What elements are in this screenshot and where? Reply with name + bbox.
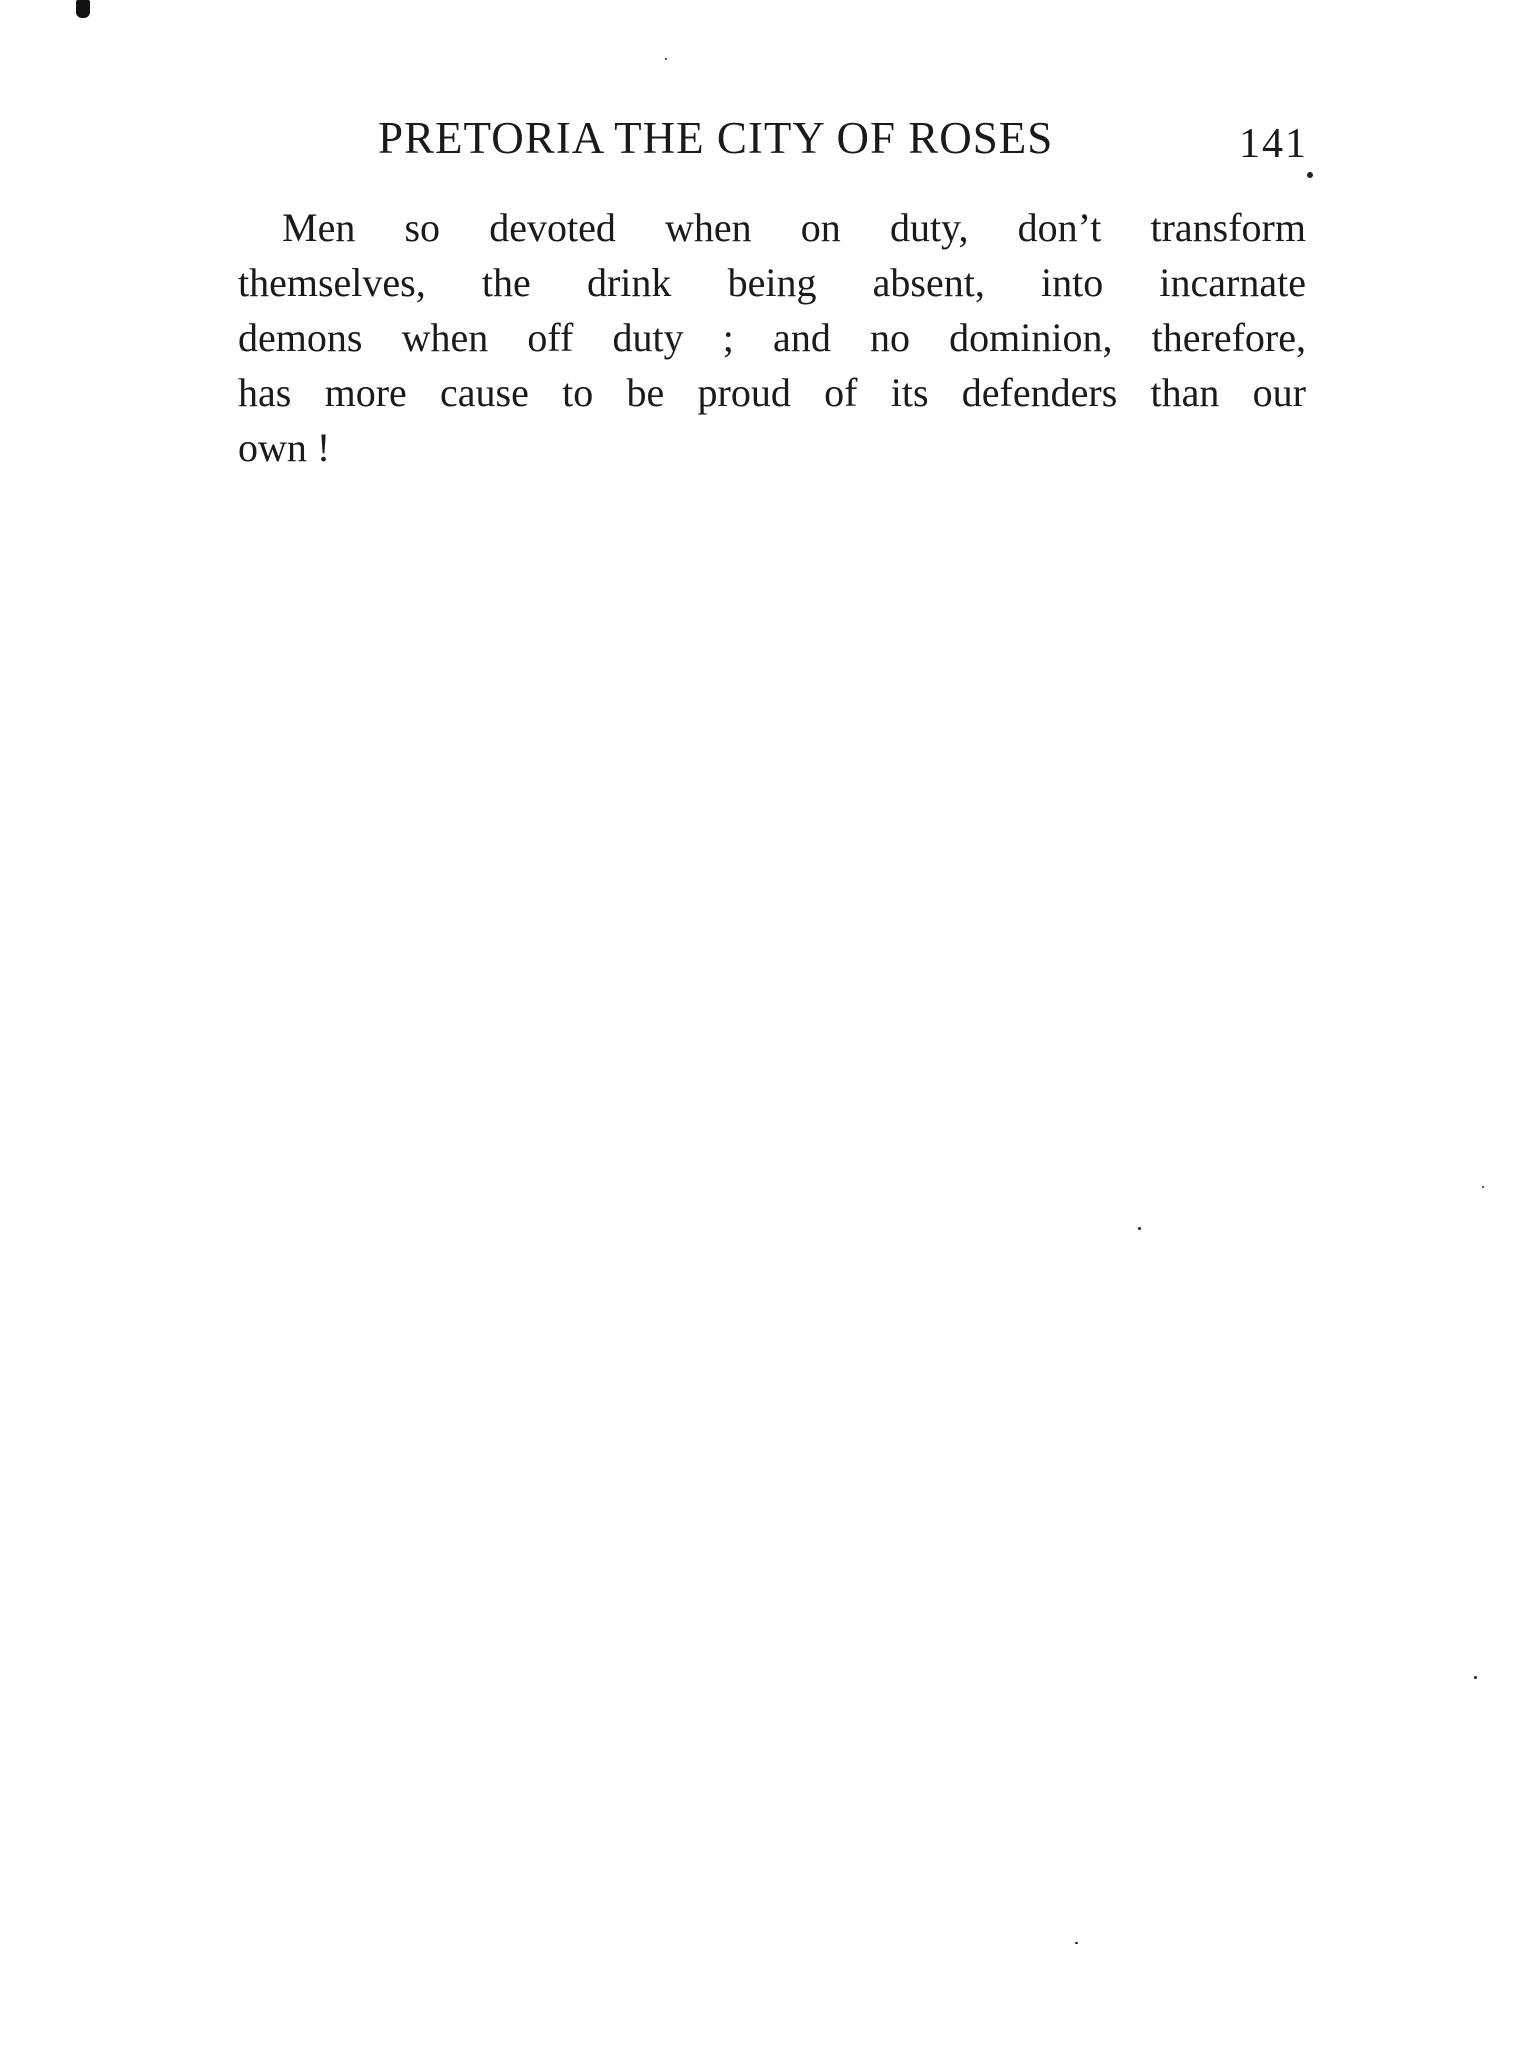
running-head-title: PRETORIA THE CITY OF ROSES [378, 113, 1054, 163]
scan-speck [1138, 1227, 1141, 1230]
scan-speck [1474, 1676, 1477, 1679]
text-line: has more cause to be proud of its defenders than our [238, 370, 1306, 415]
scan-speck [1307, 172, 1313, 178]
text-line: own ! [238, 425, 331, 470]
scan-speck [1482, 1186, 1484, 1188]
running-head [378, 110, 1308, 166]
text-line: themselves, the drink being absent, into incarnate [238, 260, 1306, 305]
scan-speck [1075, 1942, 1078, 1944]
scan-speck [665, 58, 667, 60]
body-paragraph [238, 200, 1306, 475]
scan-mark [76, 0, 90, 18]
page-number: 141 [1239, 121, 1308, 167]
text-line: demons when off duty ; and no dominion, therefore, [238, 315, 1306, 360]
text-line: Men so devoted when on duty, don’t transform [282, 205, 1306, 250]
